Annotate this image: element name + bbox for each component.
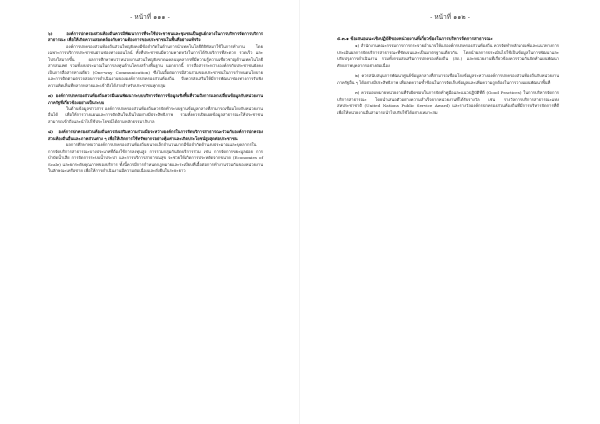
left-paragraph-5: ๘) องค์การปกครองส่วนท้องถิ่นควรส่งเสริมความร่วมมือระหว่างองค์กรในการจัดบริการสาธารณะร่วมกับองค์การปกครองส่วนท้องถิ่นอื่นและภาคส่วนต่าง ๆ เพื่อให้เกิดการใช้ทรัพยากรอย่างคุ้มค่าและเกิดประโยชน์สูงสุดต่อประชาชน	[48, 129, 263, 141]
left-paragraph-3: ๗) องค์การปกครองส่วนท้องถิ่นควรมีแผนพัฒนาระบบบริหารจัดการข้อมูลเชิงพื้นที่รวมถึงการแลกเปลี่ยนข้อมูลกับหน่วยงานภาครัฐที่เกี่ยวข้องอย่างเป็นระบบ	[48, 93, 263, 105]
right-page-number: - หน้าที่ ๑๑๒ -	[430, 13, 470, 21]
left-paragraph-4: ในด้านข้อมูลข่าวสาร องค์การปกครองส่วนท้องถิ่นควรจัดทำระบบฐานข้อมูลกลางที่สามารถเชื่อมโยงกับหน่วยงานอื่นได้ เพื่อให้การวางแผนและการตัดสินใจเป็นไปอย่างมีประสิทธิภาพ รวมทั้งควรเปิดเผยข้อมูลสาธารณะให้ประชาชนสามารถเข้าถึงและนำไปใช้ประโยชน์ได้ตามหลักธรรมาภิบาล	[48, 105, 263, 124]
left-paragraph-6: ผลการศึกษาพบว่าองค์การปกครองส่วนท้องถิ่นขนาดเล็กจำนวนมากมีข้อจำกัดด้านงบประมาณและบุคลากรในการจัดบริการสาธารณะบางประเภทที่ต้องใช้การลงทุนสูง การรวมกลุ่มกันจัดบริการร่วม เช่น การจัดการขยะมูลฝอย การบำบัดน้ำเสีย การจัดการระบบน้ำประปา และการบริการสาธารณสุข จะช่วยให้เกิดการประหยัดจากขนาด (Economies of Scale) และยกระดับคุณภาพของบริการ ทั้งนี้ควรมีการกำหนดกฎหมายและระเบียบที่เอื้อต่อการทำงานร่วมกันของหน่วยงานในลักษณะเครือข่าย เพื่อให้การดำเนินงานมีความต่อเนื่องและยั่งยืนในระยะยาว	[48, 142, 263, 174]
left-paragraph-1: ๖) องค์การปกครองส่วนท้องถิ่นควรมีพัฒนาการที่จะใช้ประชาชนและชุมชนเป็นศูนย์กลางในการบริหารจัดการบริการสาธารณะ เพื่อให้เกิดความสอดคล้องกับความต้องการของประชาชนในพื้นที่อย่างแท้จริง	[48, 31, 263, 43]
right-page	[300, 0, 600, 424]
right-page-body	[337, 37, 559, 116]
right-paragraph-3: ๓) ควรมอบหมายหน่วยงานที่รับผิดชอบในการจัดทำคู่มือและแนวปฏิบัติที่ดี (Good Practices) ในการบริหารจัดการบริการสาธารณะ โดยนำเสนอตัวอย่างความสำเร็จจากหน่วยงานที่ได้รับรางวัล เช่น รางวัลการบริการสาธารณะแห่งสหประชาชาติ (United Nations Public Service Award) และรางวัลองค์กรปกครองส่วนท้องถิ่นที่มีการบริหารจัดการที่ดี เพื่อให้หน่วยงานอื่นสามารถนำไปปรับใช้ได้อย่างเหมาะสม	[337, 90, 559, 115]
left-paragraph-2: องค์การปกครองส่วนท้องถิ่นส่วนใหญ่ยังคงมีข้อจำกัดในด้านการนำเทคโนโลยีดิจิทัลมาใช้ในการทำงาน โดยเฉพาะการบริการประชาชนผ่านช่องทางออนไลน์ ทั้งที่ประชาชนมีความคาดหวังในการได้รับบริการที่สะดวก รวดเร็ว และโปร่งใสมากขึ้น ผลการศึกษาพบว่าหน่วยงานส่วนใหญ่ยังขาดแคลนบุคลากรที่มีความรู้ความเชี่ยวชาญด้านเทคโนโลยีสารสนเทศ รวมทั้งงบประมาณในการลงทุนด้านโครงสร้างพื้นฐาน นอกจากนี้ การสื่อสารระหว่างองค์กรกับประชาชนยังคงเป็นการสื่อสารทางเดียว (One-way Communication) ซึ่งไม่เอื้อต่อการมีส่วนร่วมของประชาชนในการกำหนดนโยบายและการติดตามตรวจสอบการดำเนินงานขององค์การปกครองส่วนท้องถิ่น จึงควรส่งเสริมให้มีการพัฒนาช่องทางการรับฟังความคิดเห็นที่หลากหลายและเข้าถึงได้ง่ายสำหรับประชาชนทุกกลุ่ม	[48, 43, 263, 88]
right-paragraph-1: ๑) สำนักงานคณะกรรมการการกระจายอำนาจให้แก่องค์กรปกครองส่วนท้องถิ่น ควรจัดทำหลักเกณฑ์และแนวทางการประเมินผลการจัดบริการสาธารณะที่ชัดเจนและเป็นมาตรฐานเดียวกัน โดยนำผลการประเมินไปใช้เป็นข้อมูลในการพัฒนาและปรับปรุงการดำเนินงาน รวมทั้งกรมส่งเสริมการปกครองท้องถิ่น (สถ.) และหน่วยงานที่เกี่ยวข้องควรร่วมกันจัดทำแผนพัฒนาศักยภาพบุคลากรอย่างต่อเนื่อง	[337, 43, 559, 68]
left-page-body	[48, 31, 263, 175]
left-page-number: - หน้าที่ ๑๑๑ -	[130, 13, 170, 21]
right-section-heading: ๕.๓.๑ ข้อเสนอแนะเชิงปฏิบัติของหน่วยงานที่เกี่ยวข้องในการบริหารจัดการสาธารณะ	[337, 37, 493, 42]
right-paragraph-2: ๒) ควรสนับสนุนการพัฒนาศูนย์ข้อมูลกลางที่สามารถเชื่อมโยงข้อมูลระหว่างองค์การปกครองส่วนท้องถิ่นกับหน่วยงานภาครัฐอื่น ๆ ได้อย่างมีประสิทธิภาพ เพื่อลดความซ้ำซ้อนในการจัดเก็บข้อมูลและเพิ่มความถูกต้องในการวางแผนพัฒนาพื้นที่	[337, 73, 559, 85]
